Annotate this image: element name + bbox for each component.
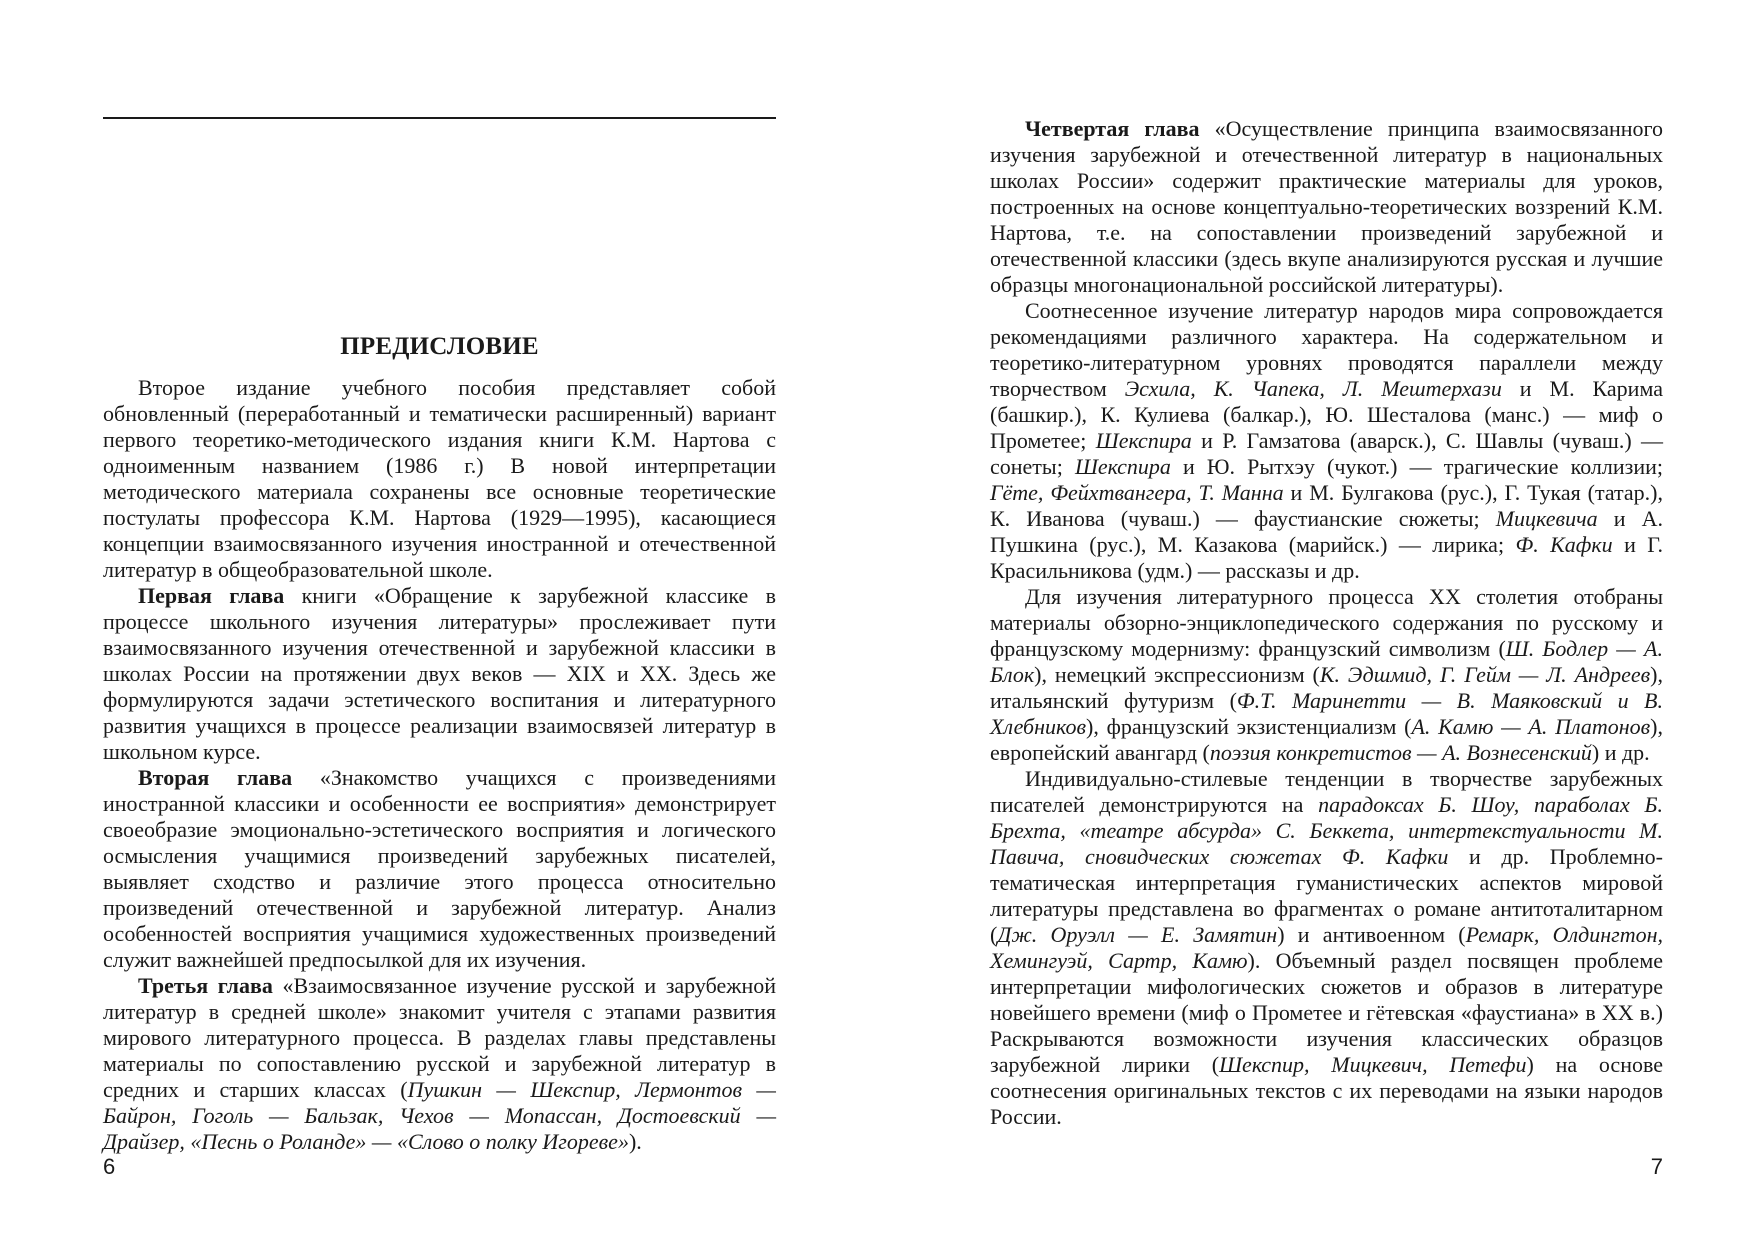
paragraph-text: и М. Булгакова (рус.), Г. Тукая (татар.), К. Иванова (чуваш.) — фаустианские сюжеты; [990, 480, 1663, 531]
author-list: Гёте, Фейхтвангера, Т. Манна [990, 480, 1284, 505]
author-list: Пушкин — Шекспир, Лермонтов — Байрон, Гоголь — Бальзак, Чехов — Мопассан, Достоевский — Драйзер, «Песнь о Роланде» — «Слово о полку Игореве» [103, 1077, 776, 1154]
intro-paragraph [103, 375, 776, 583]
paragraph-text: «Осуществление принципа взаимосвязанного изучения зарубежной и отечественной литератур в национальных школах России» содержит практические материалы для уроков, построенных на основе концептуально-теоретических воззрений К.М. Нартова, т.е. на сопоставлении произведений зарубежной и отечественной классики (здесь вкупе анализируются русская и лучшие образцы многонациональной российской литературы). [990, 116, 1663, 297]
paragraph-text: ). Объемный раздел посвящен проблеме интерпретации мифологических сюжетов и образов в литературе новейшего времени (миф о Прометее и гётевская «фаустиана» в XX в.) Раскрываются возможности изучения классических образцов зарубежной лирики ( [990, 948, 1664, 1077]
preface-text [103, 375, 776, 1155]
paragraph-text: ), французский экзистенциализм ( [1086, 714, 1412, 739]
paragraph-text: ) на основе соотнесения оригинальных текстов с их переводами на языки народов России. [990, 1052, 1663, 1129]
author-list: Мицкевича [1495, 506, 1598, 531]
paragraph-text: Для изучения литературного процесса XX столетия отобраны материалы обзорно-энциклопедического содержания по русскому и французскому модернизму: французский символизм ( [990, 584, 1663, 661]
paragraph-text: и др. Проблемно-тематическая интерпретация гуманистических аспектов мировой литературы представлена во фрагментах о романе антитоталитарном ( [990, 844, 1663, 947]
chapter-one-paragraph [103, 583, 776, 765]
top-rule [103, 117, 776, 119]
style-trends-paragraph [990, 766, 1663, 1130]
author-list: Ш. Бодлер — А. Блок [990, 636, 1663, 687]
paragraph-text: Второе издание учебного пособия представляет собой обновленный (переработанный и тематически расширенный) вариант первого теоретико-методического издания книги К.М. Нартова с одноименным названием (1986 г.) В новой интерпретации методического материала сохранены все основные теоретические постулаты профессора К.М. Нартова (1929—1995), касающиеся концепции взаимосвязанного изучения иностранной и отечественной литератур в общеобразовательной школе. [103, 375, 776, 582]
page-title: ПРЕДИСЛОВИЕ [340, 332, 539, 360]
chapter-three-paragraph [103, 973, 776, 1155]
paragraph-text: ), немецкий экспрессионизм ( [1034, 662, 1320, 687]
paragraph-text: «Знакомство учащихся с произведениями иностранной классики и особенности ее восприятия» демонстрирует своеобразие эмоционально-эстетического восприятия и логического осмысления учащимися произведений зарубежных писателей, выявляет сходство и различие этого процесса относительно произведений отечественной и зарубежной литератур. Анализ особенностей восприятия учащимися художественных произведений служит важнейшей предпосылкой для их изучения. [103, 765, 776, 972]
chapter-lead: Первая глава [138, 583, 285, 608]
page-number: 7 [1650, 1154, 1663, 1179]
paragraph-text: ) и др. [1591, 740, 1650, 765]
preface-text-continued [990, 116, 1663, 1130]
paragraph-text: «Взаимосвязанное изучение русской и зарубежной литератур в средней школе» знакомит учителя с этапами развития мирового литературного процесса. В разделах главы представлены материалы по сопоставлению русской и зарубежной литератур в средних и старших классах ( [103, 973, 776, 1102]
author-list: А. Камю — А. Платонов [1411, 714, 1651, 739]
paragraph-text: Соотнесенное изучение литератур народов мира сопровождается рекомендациями различного характера. На содержательном и теоретико-литературном уровнях проводятся параллели между творчеством [990, 298, 1663, 401]
right-page [990, 0, 1663, 1240]
left-page [103, 0, 776, 1240]
author-list: Ф.Т. Маринетти — В. Маяковский и В. Хлебников [990, 688, 1663, 739]
national-literatures-paragraph [990, 298, 1663, 584]
author-list: Шекспира [1095, 428, 1192, 453]
paragraph-text: ), итальянский футуризм ( [990, 662, 1663, 713]
chapter-lead: Вторая глава [138, 765, 293, 790]
chapter-two-paragraph [103, 765, 776, 973]
author-list: Шекспир, Мицкевич, Петефи [1219, 1052, 1527, 1077]
paragraph-text: ) и антивоенном ( [1277, 922, 1466, 947]
author-list: К. Эдшмид, Г. Гейм — Л. Андреев [1319, 662, 1651, 687]
author-list: Шекспира [1074, 454, 1171, 479]
paragraph-text: книги «Обращение к зарубежной классике в процессе школьного изучения литературы» прослеживает пути взаимосвязанного изучения отечественной и зарубежной классики в школах России на протяжении двух веков — XIX и XX. Здесь же формулируются задачи эстетического воспитания и литературного развития учащихся в процессе реализации взаимосвязей литератур в школьном курсе. [103, 583, 776, 764]
modernism-paragraph [990, 584, 1663, 766]
paragraph-text: ). [628, 1129, 642, 1154]
paragraph-text: и М. Карима (башкир.), К. Кулиева (балкар.), Ю. Шесталова (манс.) — миф о Прометее; [990, 376, 1663, 453]
paragraph-text: и Г. Красильникова (удм.) — рассказы и др. [990, 532, 1664, 583]
paragraph-text: и Р. Гамзатова (аварск.), С. Шавлы (чуваш.) — сонеты; [990, 428, 1663, 479]
paragraph-text: ), европейский авангард ( [990, 714, 1663, 765]
chapter-lead: Четвертая глава [1025, 116, 1200, 141]
paragraph-text: и А. Пушкина (рус.), М. Казакова (марийск.) — лирика; [990, 506, 1663, 557]
author-list: Дж. Оруэлл — Е. Замятин [997, 922, 1278, 947]
page-number: 6 [103, 1154, 116, 1179]
author-list: парадоксах Б. Шоу, параболах Б. Брехта, «театре абсурда» С. Беккета, интертекстуальности М. Павича, сновидческих сюжетах Ф. Кафки [990, 792, 1663, 869]
author-list: Ф. Кафки [1515, 532, 1613, 557]
author-list: поэзия конкретистов — А. Вознесенский [1209, 740, 1592, 765]
chapter-four-paragraph [990, 116, 1663, 298]
paragraph-text: Индивидуально-стилевые тенденции в творчестве зарубежных писателей демонстрируются на [990, 766, 1663, 817]
chapter-lead: Третья глава [138, 973, 273, 998]
author-list: Эсхила, К. Чапека, Л. Мештерхази [1124, 376, 1502, 401]
paragraph-text: и Ю. Рытхэу (чукот.) — трагические коллизии; [1170, 454, 1663, 479]
author-list: Ремарк, Олдингтон, Хемингуэй, Сартр, Камю [990, 922, 1663, 973]
